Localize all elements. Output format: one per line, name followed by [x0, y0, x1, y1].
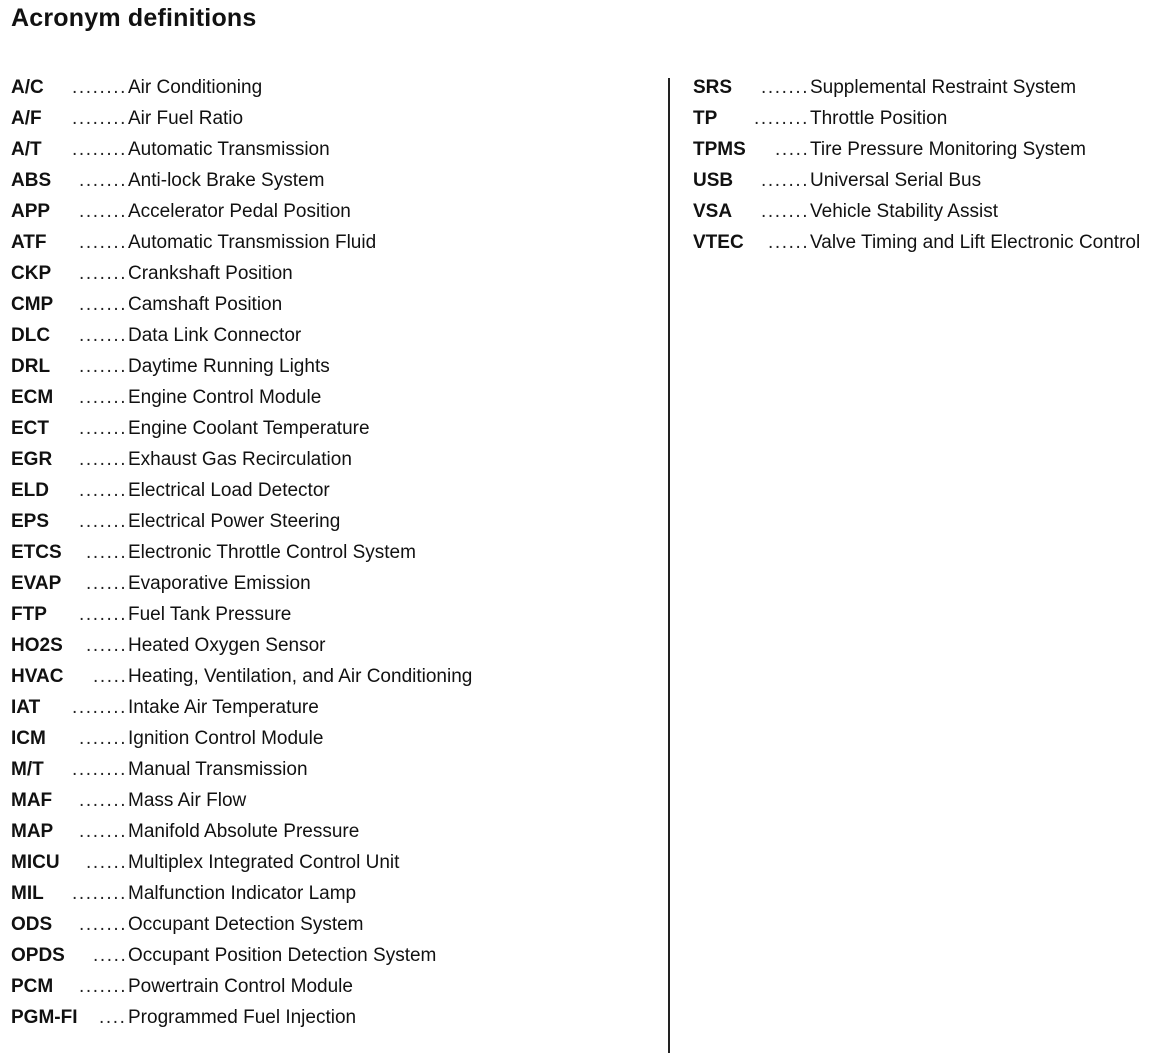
dot-leader: ....... [79, 728, 128, 749]
column-divider [668, 78, 670, 1053]
acronym-entry [11, 231, 651, 262]
dot-leader: ........ [754, 108, 810, 129]
acronym-term: A/F [11, 108, 42, 129]
dot-leader: ....... [79, 232, 128, 253]
acronym-definition: Supplemental Restraint System [810, 77, 1077, 98]
acronym-term: ECT [11, 418, 49, 439]
acronym-term: APP [11, 201, 51, 222]
acronym-term: ATF [11, 232, 47, 253]
acronym-term: PCM [11, 976, 54, 997]
acronym-definition: Intake Air Temperature [128, 697, 319, 718]
acronym-entry [11, 1006, 651, 1037]
acronym-definition: Occupant Detection System [128, 914, 364, 935]
acronym-entry [11, 386, 651, 417]
acronym-entry [11, 200, 651, 231]
dot-leader: ....... [79, 604, 128, 625]
dot-leader: ........ [72, 883, 128, 904]
acronym-entry [11, 324, 651, 355]
acronym-definition: Malfunction Indicator Lamp [128, 883, 357, 904]
acronym-term: ODS [11, 914, 53, 935]
acronym-definition: Air Fuel Ratio [128, 108, 244, 129]
acronym-entry [11, 169, 651, 200]
acronym-definition: Engine Control Module [128, 387, 322, 408]
acronym-term: HVAC [11, 666, 64, 687]
acronym-term: ICM [11, 728, 46, 749]
acronym-entry [11, 820, 651, 851]
acronym-term: TPMS [693, 139, 746, 160]
acronym-definition: Evaporative Emission [128, 573, 311, 594]
acronym-definition: Occupant Position Detection System [128, 945, 437, 966]
dot-leader: ....... [79, 294, 128, 315]
dot-leader: .... [99, 1007, 127, 1028]
acronym-entry [11, 262, 651, 293]
acronym-entry [11, 882, 651, 913]
dot-leader: ....... [79, 914, 128, 935]
acronym-term: USB [693, 170, 734, 191]
page-title: Acronym definitions [11, 4, 257, 32]
acronym-entry [11, 634, 651, 665]
acronym-term: OPDS [11, 945, 65, 966]
acronym-entry [693, 200, 1153, 231]
acronym-definition: Tire Pressure Monitoring System [810, 139, 1086, 160]
acronym-definition: Universal Serial Bus [810, 170, 982, 191]
acronym-term: IAT [11, 697, 41, 718]
acronym-entry [693, 76, 1153, 107]
acronym-definition: Air Conditioning [128, 77, 263, 98]
dot-leader: ....... [79, 263, 128, 284]
acronym-term: CKP [11, 263, 52, 284]
dot-leader: ........ [72, 139, 128, 160]
dot-leader: ...... [86, 573, 128, 594]
acronym-entry [11, 727, 651, 758]
acronym-term: SRS [693, 77, 733, 98]
acronym-entry [693, 231, 1153, 262]
acronym-term: MIL [11, 883, 44, 904]
acronym-term: A/C [11, 77, 44, 98]
acronym-definition: Programmed Fuel Injection [128, 1007, 357, 1028]
acronym-entry [11, 944, 651, 975]
dot-leader: ....... [79, 976, 128, 997]
acronym-entry [11, 76, 651, 107]
acronym-term: ETCS [11, 542, 62, 563]
acronym-term: DLC [11, 325, 51, 346]
acronym-term: VSA [693, 201, 733, 222]
dot-leader: ....... [79, 449, 128, 470]
acronym-definition: Vehicle Stability Assist [810, 201, 998, 222]
dot-leader: ....... [79, 201, 128, 222]
acronym-entry [11, 665, 651, 696]
dot-leader: ....... [79, 511, 128, 532]
dot-leader: ...... [86, 852, 128, 873]
dot-leader: ........ [72, 77, 128, 98]
acronym-term: HO2S [11, 635, 63, 656]
dot-leader: ...... [86, 542, 128, 563]
acronym-term: TP [693, 108, 718, 129]
acronym-definition: Mass Air Flow [128, 790, 247, 811]
acronym-definition: Anti-lock Brake System [128, 170, 325, 191]
acronym-entry [11, 293, 651, 324]
dot-leader: ....... [79, 418, 128, 439]
acronym-definition: Automatic Transmission [128, 139, 330, 160]
acronym-entry [11, 975, 651, 1006]
acronym-term: A/T [11, 139, 42, 160]
acronym-definition: Electrical Power Steering [128, 511, 341, 532]
acronym-entry [11, 572, 651, 603]
dot-leader: ...... [86, 635, 128, 656]
acronym-definition: Data Link Connector [128, 325, 302, 346]
acronym-definition: Manifold Absolute Pressure [128, 821, 360, 842]
acronym-definition: Manual Transmission [128, 759, 308, 780]
acronym-definition: Ignition Control Module [128, 728, 324, 749]
acronym-list-right [693, 76, 1153, 262]
acronym-entry [11, 851, 651, 882]
acronym-definition: Engine Coolant Temperature [128, 418, 370, 439]
acronym-definition: Electronic Throttle Control System [128, 542, 416, 563]
dot-leader: ....... [79, 387, 128, 408]
dot-leader: ....... [79, 821, 128, 842]
acronym-term: ECM [11, 387, 54, 408]
dot-leader: ...... [768, 232, 810, 253]
acronym-definition: Camshaft Position [128, 294, 283, 315]
acronym-definition: Electrical Load Detector [128, 480, 330, 501]
acronym-definition: Throttle Position [810, 108, 948, 129]
acronym-entry [11, 510, 651, 541]
dot-leader: ........ [72, 759, 128, 780]
acronym-term: CMP [11, 294, 54, 315]
acronym-entry [11, 417, 651, 448]
acronym-definition: Powertrain Control Module [128, 976, 353, 997]
acronym-entry [11, 696, 651, 727]
acronym-entry [11, 913, 651, 944]
dot-leader: ....... [79, 325, 128, 346]
dot-leader: ........ [72, 697, 128, 718]
acronym-entry [11, 603, 651, 634]
dot-leader: ....... [79, 480, 128, 501]
acronym-definition: Fuel Tank Pressure [128, 604, 292, 625]
acronym-term: MAF [11, 790, 53, 811]
acronym-definition: Multiplex Integrated Control Unit [128, 852, 400, 873]
acronym-definition: Crankshaft Position [128, 263, 293, 284]
acronym-term: M/T [11, 759, 44, 780]
acronym-definition: Accelerator Pedal Position [128, 201, 351, 222]
dot-leader: ..... [93, 945, 128, 966]
acronym-definition: Daytime Running Lights [128, 356, 330, 377]
dot-leader: ........ [72, 108, 128, 129]
acronym-term: DRL [11, 356, 51, 377]
dot-leader: ....... [761, 170, 810, 191]
acronym-entry [11, 107, 651, 138]
acronym-term: FTP [11, 604, 47, 625]
acronym-term: PGM-FI [11, 1007, 78, 1028]
acronym-entry [11, 448, 651, 479]
dot-leader: ....... [79, 170, 128, 191]
acronym-definition: Valve Timing and Lift Electronic Control [810, 232, 1141, 253]
acronym-term: VTEC [693, 232, 744, 253]
acronym-entry [693, 107, 1153, 138]
acronym-definition: Heating, Ventilation, and Air Conditioning [128, 666, 473, 687]
acronym-entry [693, 138, 1153, 169]
acronym-entry [11, 138, 651, 169]
acronym-entry [11, 541, 651, 572]
dot-leader: ....... [761, 77, 810, 98]
acronym-entry [11, 355, 651, 386]
acronym-definition: Automatic Transmission Fluid [128, 232, 377, 253]
dot-leader: ..... [775, 139, 810, 160]
acronym-term: MAP [11, 821, 54, 842]
dot-leader: ....... [79, 790, 128, 811]
acronym-term: EGR [11, 449, 53, 470]
acronym-term: ABS [11, 170, 52, 191]
acronym-entry [11, 789, 651, 820]
acronym-term: MICU [11, 852, 60, 873]
acronym-definition: Heated Oxygen Sensor [128, 635, 326, 656]
acronym-term: EVAP [11, 573, 62, 594]
acronym-entry [693, 169, 1153, 200]
dot-leader: ....... [761, 201, 810, 222]
acronym-entry [11, 758, 651, 789]
dot-leader: ....... [79, 356, 128, 377]
acronym-entry [11, 479, 651, 510]
acronym-term: ELD [11, 480, 49, 501]
acronym-definition: Exhaust Gas Recirculation [128, 449, 352, 470]
acronym-list-left [11, 76, 651, 1037]
dot-leader: ..... [93, 666, 128, 687]
acronym-term: EPS [11, 511, 50, 532]
